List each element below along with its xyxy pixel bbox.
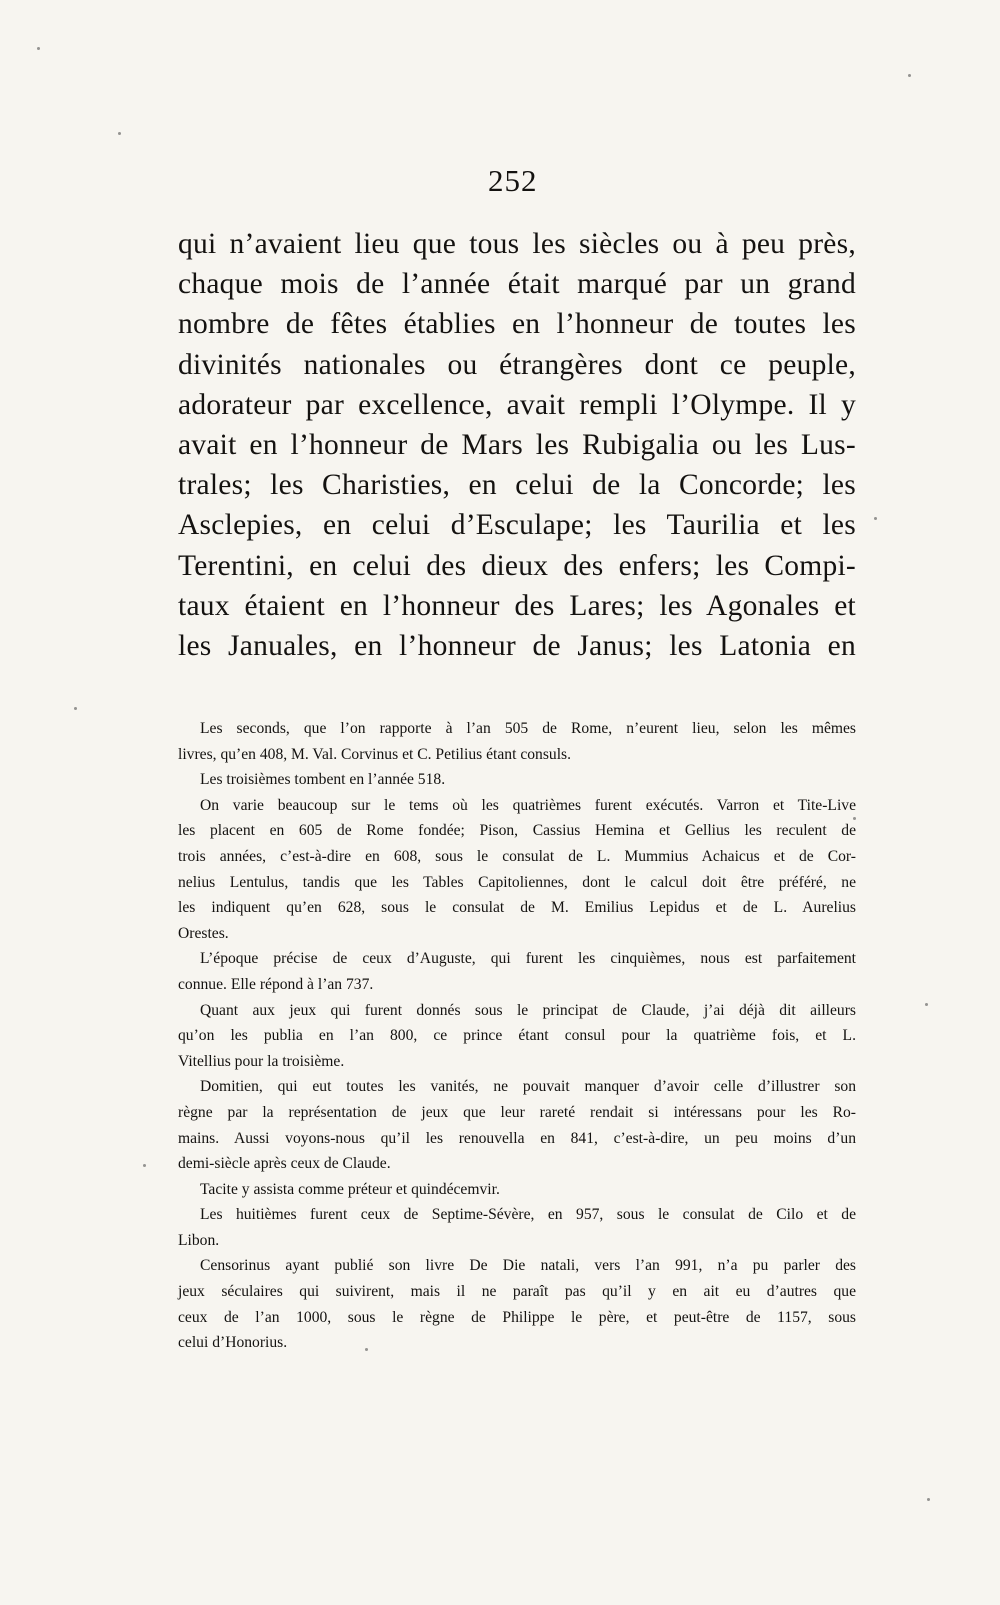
footnote-line: mains. Aussi voyons-nous qu’il les renouvella en 841, c’est-à-dire, un peu moins d’un: [178, 1129, 856, 1147]
footnote-line: Les troisièmes tombent en l’année 518.: [200, 771, 446, 789]
footnote-paragraph: [178, 998, 856, 1075]
main-text-line: Terentini, en celui des dieux des enfers; les Compi-: [178, 549, 856, 582]
main-text-line: qui n’avaient lieu que tous les siècles ou à peu près,: [178, 228, 856, 260]
footnote-line: nelius Lentulus, tandis que les Tables Capitoliennes, dont le calcul doit être préféré, ne: [178, 873, 856, 891]
footnote-line: les placent en 605 de Rome fondée; Pison, Cassius Hemina et Gellius les reculent de: [178, 822, 856, 840]
footnote-paragraph: [178, 716, 856, 767]
footnote-paragraph: [178, 1202, 856, 1253]
footnote-paragraph: [178, 1074, 856, 1176]
paper-speck: [927, 1498, 930, 1501]
main-body-text: [178, 224, 856, 666]
footnote-line: trois années, c’est-à-dire en 608, sous le consulat de L. Mummius Achaicus et de Cor-: [178, 847, 856, 865]
page-number: 252: [488, 163, 538, 198]
main-text-line: Asclepies, en celui d’Esculape; les Taurilia et les: [178, 509, 856, 542]
main-text-line: trales; les Charisties, en celui de la Concorde; les: [178, 469, 856, 502]
footnote-line: Libon.: [178, 1231, 220, 1249]
paper-speck: [874, 517, 877, 520]
main-text-line: les Januales, en l’honneur de Janus; les Latonia en: [178, 630, 856, 663]
footnote-line: jeux séculaires qui suivirent, mais il ne paraît pas qu’il y en ait eu d’autres que: [178, 1283, 856, 1301]
footnote-line: L’époque précise de ceux d’Auguste, qui furent les cinquièmes, nous est parfaitement: [200, 950, 856, 968]
main-text-line: chaque mois de l’année était marqué par un grand: [178, 268, 856, 301]
footnote-line: qu’on les publia en l’an 800, ce prince étant consul pour la quatrième fois, et L.: [178, 1027, 856, 1045]
paper-speck: [37, 47, 40, 50]
footnote-line: demi-siècle après ceux de Claude.: [178, 1155, 391, 1173]
footnote-line: les indiquent qu’en 628, sous le consulat de M. Emilius Lepidus et de L. Aurelius: [178, 899, 856, 917]
paper-speck: [925, 1003, 928, 1006]
footnote-line: On varie beaucoup sur le tems où les quatrièmes furent exécutés. Varron et Tite-Live: [200, 796, 856, 814]
footnote-line: connue. Elle répond à l’an 737.: [178, 975, 374, 993]
footnote-paragraph: [178, 1177, 856, 1203]
paper-speck: [853, 817, 856, 820]
footnote-line: Domitien, qui eut toutes les vanités, ne pouvait manquer d’avoir celle d’illustrer son: [200, 1078, 856, 1096]
main-text-line: taux étaient en l’honneur des Lares; les Agonales et: [178, 589, 856, 622]
main-text-line: divinités nationales ou étrangères dont ce peuple,: [178, 348, 856, 381]
footnote-line: Orestes.: [178, 924, 229, 942]
paper-speck: [365, 1348, 368, 1351]
paper-speck: [118, 132, 121, 135]
main-text-line: nombre de fêtes établies en l’honneur de toutes les: [178, 308, 856, 341]
footnote-line: Vitellius pour la troisième.: [178, 1052, 345, 1070]
footnote-line: Quant aux jeux qui furent donnés sous le principat de Claude, j’ai déjà dit ailleurs: [200, 1001, 856, 1019]
footnote-line: celui d’Honorius.: [178, 1334, 288, 1352]
footnote-line: Tacite y assista comme préteur et quindécemvir.: [200, 1180, 500, 1198]
paper-speck: [143, 1164, 146, 1167]
footnote-line: ceux de l’an 1000, sous le règne de Philippe le père, et peut-être de 1157, sous: [178, 1308, 856, 1326]
footnote-paragraph: [178, 1253, 856, 1355]
footnote-line: livres, qu’en 408, M. Val. Corvinus et C. Petilius étant consuls.: [178, 745, 571, 763]
main-text-line: adorateur par excellence, avait rempli l’Olympe. Il y: [178, 388, 856, 421]
paper-speck: [74, 707, 77, 710]
footnote-line: Les huitièmes furent ceux de Septime-Sévère, en 957, sous le consulat de Cilo et de: [200, 1206, 856, 1224]
footnote-paragraph: [178, 767, 856, 793]
footnote-line: Censorinus ayant publié son livre De Die natali, vers l’an 991, n’a pu parler des: [200, 1257, 856, 1275]
footnote-paragraph: [178, 793, 856, 947]
paper-speck: [908, 74, 911, 77]
main-text-line: avait en l’honneur de Mars les Rubigalia ou les Lus-: [178, 429, 856, 462]
footnotes: [178, 716, 856, 1356]
footnote-line: règne par la représentation de jeux que leur rareté rendait si intéressans pour les Ro-: [178, 1103, 856, 1121]
footnote-line: Les seconds, que l’on rapporte à l’an 505 de Rome, n’eurent lieu, selon les mêmes: [200, 720, 856, 737]
footnote-paragraph: [178, 946, 856, 997]
